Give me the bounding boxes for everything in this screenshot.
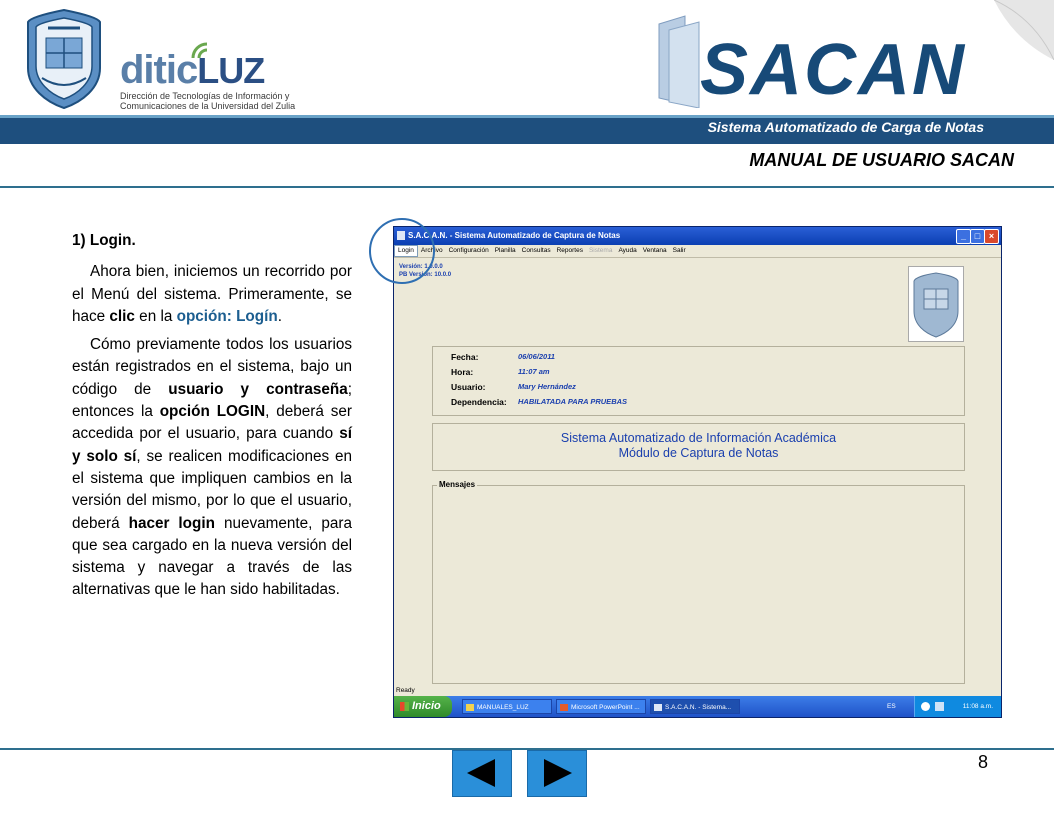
hora-label: Hora: bbox=[451, 367, 474, 377]
pb-version-label: PB Versión: bbox=[399, 272, 433, 278]
taskbar-item-powerpoint[interactable] bbox=[556, 699, 646, 714]
system-title-line-1: Sistema Automatizado de Información Académica bbox=[560, 431, 837, 445]
taskbar-item-label: S.A.C.A.N. - Sistema... bbox=[665, 704, 732, 711]
page-curl-icon bbox=[994, 0, 1054, 65]
wifi-signal-icon bbox=[190, 40, 216, 65]
start-button[interactable] bbox=[394, 696, 452, 717]
menu-planilla[interactable]: Planilla bbox=[494, 247, 516, 254]
previous-slide-button[interactable] bbox=[452, 750, 512, 797]
session-info-group bbox=[432, 346, 965, 416]
pb-version-value: 10.0.0 bbox=[434, 272, 452, 278]
hora-value: 11:07 am bbox=[518, 367, 550, 376]
sacan-app-window bbox=[393, 226, 1002, 718]
taskbar-item-manuales[interactable] bbox=[462, 699, 552, 714]
powerpoint-icon bbox=[560, 704, 568, 711]
p2-text-3: , deberá ser accedida por el usuario, para cuando bbox=[72, 403, 352, 443]
instructions-text bbox=[72, 230, 352, 608]
help-tray-icon[interactable] bbox=[921, 702, 930, 711]
usuario-label: Usuario: bbox=[451, 382, 486, 392]
app-client-area bbox=[394, 258, 1001, 684]
paragraph-1 bbox=[72, 261, 352, 328]
taskbar-clock: 11:08 a.m. bbox=[962, 703, 993, 710]
p1-bold-clic: clic bbox=[109, 307, 135, 325]
folder-icon bbox=[466, 704, 474, 711]
menu-salir[interactable]: Salir bbox=[672, 247, 686, 254]
university-emblem bbox=[908, 266, 964, 342]
windows-taskbar bbox=[394, 696, 1001, 717]
p2-text-2: ; entonces la bbox=[72, 380, 352, 421]
network-tray-icon[interactable] bbox=[935, 702, 944, 711]
taskbar-item-label: MANUALES_LUZ bbox=[477, 704, 529, 711]
start-label: Inicio bbox=[412, 700, 441, 712]
p2-text-4: , se realicen modificaciones en el sistema que impliquen cambios en la versión del mismo, por lo que el usuario, deberá bbox=[72, 447, 352, 532]
paragraph-2 bbox=[72, 334, 352, 602]
p1-text-3: . bbox=[277, 307, 282, 325]
menu-configuracion[interactable]: Configuración bbox=[448, 247, 489, 254]
app-status-bar: Ready bbox=[396, 687, 415, 694]
manual-title: MANUAL DE USUARIO SACAN bbox=[749, 150, 1014, 170]
system-title-line-2: Módulo de Captura de Notas bbox=[618, 446, 779, 460]
login-highlight-circle bbox=[369, 218, 435, 284]
menu-ayuda[interactable]: Ayuda bbox=[618, 247, 637, 254]
fecha-value: 06/06/2011 bbox=[518, 352, 555, 361]
sacan-tagline: Sistema Automatizado de Carga de Notas bbox=[707, 119, 984, 135]
p2-bold-si-solo-si: sí y solo sí bbox=[72, 425, 352, 465]
app-window-icon bbox=[654, 704, 662, 711]
arrow-left-icon bbox=[453, 751, 511, 796]
ditic-line-2: Comunicaciones de la Universidad del Zulia bbox=[120, 101, 296, 111]
app-menubar bbox=[394, 245, 1001, 258]
dependencia-value: HABILATADA PARA PRUEBAS bbox=[518, 397, 628, 406]
close-button[interactable]: × bbox=[984, 229, 999, 244]
menu-archivo[interactable]: Archivo bbox=[420, 247, 443, 254]
ditic-line-1: Dirección de Tecnologías de Información y bbox=[120, 91, 290, 101]
maximize-button[interactable]: □ bbox=[970, 229, 985, 244]
p2-text-5: nuevamente, para que sea cargado en la nueva versión del sistema y navegar a través de las alternativas que le han sido habilitadas. bbox=[72, 514, 352, 599]
menu-sistema: Sistema bbox=[588, 247, 613, 254]
usuario-value: Mary Hernández bbox=[518, 382, 576, 391]
taskbar-item-label: Microsoft PowerPoint ... bbox=[571, 704, 640, 711]
luz-seal-logo bbox=[26, 8, 102, 110]
p2-bold-option-login: opción LOGIN bbox=[159, 403, 266, 421]
header-divider bbox=[0, 186, 1054, 188]
dependencia-label: Dependencia: bbox=[451, 397, 507, 407]
ditic-brand-prefix: ditic bbox=[120, 48, 198, 92]
page-number: 8 bbox=[978, 752, 989, 772]
windows-logo-icon bbox=[400, 702, 409, 711]
p2-bold-hacer-login: hacer login bbox=[128, 514, 215, 532]
p1-option-login: opción: Logín bbox=[176, 307, 278, 325]
p2-bold-user-password: usuario y contraseña bbox=[168, 380, 348, 398]
minimize-button[interactable]: _ bbox=[956, 229, 971, 244]
messages-label: Mensajes bbox=[439, 480, 476, 489]
system-tray bbox=[887, 696, 1001, 717]
menu-reportes[interactable]: Reportes bbox=[556, 247, 583, 254]
menu-consultas[interactable]: Consultas bbox=[521, 247, 551, 254]
language-indicator[interactable]: ES bbox=[887, 703, 896, 710]
system-title-group bbox=[432, 423, 965, 471]
version-value: 1.0.0.0 bbox=[424, 264, 443, 270]
version-label: Versión: bbox=[399, 264, 423, 270]
arrow-right-icon bbox=[528, 751, 586, 796]
next-slide-button[interactable] bbox=[527, 750, 587, 797]
fecha-label: Fecha: bbox=[451, 352, 479, 362]
messages-group bbox=[432, 480, 965, 684]
menu-ventana[interactable]: Ventana bbox=[642, 247, 667, 254]
taskbar-item-sacan[interactable] bbox=[650, 699, 740, 714]
section-heading: 1) Login. bbox=[72, 232, 136, 249]
app-window-title: S.A.C.A.N. - Sistema Automatizado de Captura de Notas bbox=[408, 231, 621, 240]
p2-text: Cómo previamente todos los usuarios están registrados en el sistema, bajo un código de bbox=[72, 336, 352, 398]
sacan-logo-text: SACAN bbox=[700, 30, 967, 110]
ditic-brand-suffix: LUZ bbox=[197, 50, 265, 91]
app-titlebar[interactable] bbox=[394, 227, 1001, 245]
p1-text-2: en la bbox=[134, 307, 177, 325]
p1-text: Ahora bien, iniciemos un recorrido por el Menú del sistema. Primeramente, se hace bbox=[72, 263, 352, 325]
menu-login[interactable]: Login bbox=[394, 245, 418, 257]
